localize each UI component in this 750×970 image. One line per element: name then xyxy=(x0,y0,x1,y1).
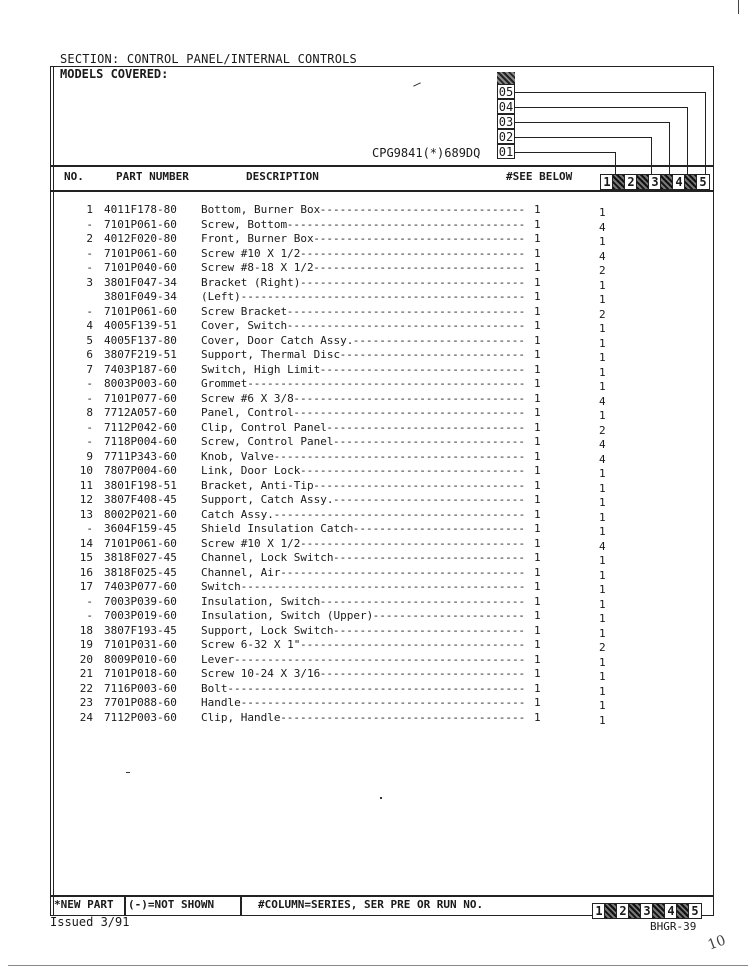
row-qty-column-2: 1 xyxy=(599,380,606,393)
row-description: Insulation, Switch xyxy=(201,594,321,608)
row-part-number: 3818F027-45 xyxy=(104,551,177,564)
row-dash-leader: ------------------------------------ xyxy=(286,319,526,332)
row-part-number: 4005F137-80 xyxy=(104,333,177,347)
row-qty-column-1: 1 xyxy=(534,362,541,376)
table-row xyxy=(0,508,750,522)
row-part-number: 7403P187-60 xyxy=(104,362,177,376)
row-description: Switch, High Limit xyxy=(201,362,321,376)
row-part-number: 7112P042-60 xyxy=(104,420,177,434)
row-item-number: - xyxy=(86,594,93,608)
row-description: Channel, Lock Switch xyxy=(201,551,334,564)
header-see-below: #SEE BELOW xyxy=(506,170,573,183)
model-name: CPG9841(*)689DQ xyxy=(372,146,481,160)
table-row xyxy=(0,392,750,406)
row-part-number: 7101P061-60 xyxy=(104,217,177,231)
row-qty-column-2: 1 xyxy=(599,351,606,364)
row-qty-column-2: 1 xyxy=(599,684,606,698)
row-qty-column-2: 1 xyxy=(599,655,606,669)
row-qty-column-2: 2 xyxy=(599,641,606,654)
row-qty-column-2: 1 xyxy=(599,206,606,219)
table-row xyxy=(0,682,750,696)
row-part-number: 8009P010-60 xyxy=(104,652,177,666)
row-item-number: - xyxy=(86,217,93,231)
row-qty-column-2: 2 xyxy=(599,264,606,277)
row-dash-leader: ----------------------------------- xyxy=(293,406,526,419)
row-item-number: - xyxy=(86,261,93,274)
footer-new-part: *NEW PART xyxy=(54,898,114,911)
row-dash-leader: ----------------------------- xyxy=(333,493,526,506)
row-description: Bottom, Burner Box xyxy=(201,203,321,216)
row-item-number: 24 xyxy=(79,710,93,724)
row-qty-column-2: 1 xyxy=(599,597,606,611)
row-part-number: 8003P003-60 xyxy=(104,377,177,390)
row-qty-column-2: 4 xyxy=(599,452,606,466)
row-dash-leader: ------------------------------- xyxy=(319,594,526,608)
section-title: SECTION: CONTROL PANEL/INTERNAL CONTROLS xyxy=(60,52,357,66)
row-part-number: 7116P003-60 xyxy=(104,681,177,695)
footer-column-note: #COLUMN=SERIES, SER PRE OR RUN NO. xyxy=(258,898,484,911)
row-qty-column-2: 1 xyxy=(599,554,606,567)
row-description: Screw #10 X 1/2 xyxy=(201,246,301,260)
row-part-number: 4005F139-51 xyxy=(104,319,177,332)
header-no: NO. xyxy=(64,170,84,183)
row-part-number: 7807P004-60 xyxy=(104,464,177,477)
row-qty-column-1: 1 xyxy=(534,507,541,521)
row-item-number: 9 xyxy=(86,449,93,463)
row-qty-column-2: 1 xyxy=(599,336,606,350)
table-row xyxy=(0,653,750,667)
table-row xyxy=(0,667,750,681)
row-item-number: 14 xyxy=(79,536,93,550)
row-item-number: 8 xyxy=(86,406,93,419)
table-row xyxy=(0,609,750,623)
table-row xyxy=(0,580,750,594)
row-description: Link, Door Lock xyxy=(201,464,301,477)
row-description: Switch xyxy=(201,580,241,593)
row-part-number: 3801F049-34 xyxy=(104,290,177,303)
row-qty-column-1: 1 xyxy=(534,449,541,463)
row-item-number: 2 xyxy=(86,232,93,245)
row-dash-leader: ------------------------------- xyxy=(319,667,526,680)
row-qty-column-1: 1 xyxy=(534,681,541,695)
model-series-01: 01 xyxy=(498,145,514,159)
row-qty-column-1: 1 xyxy=(534,536,541,550)
table-row xyxy=(0,261,750,275)
table-row xyxy=(0,218,750,232)
table-row xyxy=(0,551,750,565)
row-item-number: 18 xyxy=(79,623,93,637)
row-qty-column-2: 4 xyxy=(599,220,606,234)
footer-column-1: 1 xyxy=(592,903,606,919)
row-dash-leader: ------------------------------------ xyxy=(286,217,526,231)
row-qty-column-1: 1 xyxy=(534,493,541,506)
row-part-number: 7712A057-60 xyxy=(104,406,177,419)
row-qty-column-2: 1 xyxy=(599,481,606,495)
row-qty-column-1: 1 xyxy=(534,609,541,622)
row-description: Support, Lock Switch xyxy=(201,623,334,637)
row-description: Screw, Bottom xyxy=(201,217,288,231)
row-part-number: 3818F025-45 xyxy=(104,565,177,579)
row-qty-column-1: 1 xyxy=(534,696,541,709)
header-column-3: 3 xyxy=(648,174,662,190)
footer-column-2: 2 xyxy=(616,903,630,919)
row-part-number: 4011F178-80 xyxy=(104,203,177,216)
row-description: Screw, Control Panel xyxy=(201,435,334,448)
row-part-number: 7101P061-60 xyxy=(104,536,177,550)
row-qty-column-2: 1 xyxy=(599,496,606,509)
row-part-number: 7403P077-60 xyxy=(104,580,177,593)
row-qty-column-2: 1 xyxy=(599,583,606,596)
row-part-number: 7101P018-60 xyxy=(104,667,177,680)
row-description: Screw #8-18 X 1/2 xyxy=(201,261,314,274)
row-qty-column-1: 1 xyxy=(534,594,541,608)
row-item-number: 7 xyxy=(86,362,93,376)
row-qty-column-2: 1 xyxy=(599,365,606,379)
row-description: Shield Insulation Catch xyxy=(201,522,354,535)
row-part-number: 7118P004-60 xyxy=(104,435,177,448)
table-row xyxy=(0,435,750,449)
table-row xyxy=(0,377,750,391)
header-column-5: 5 xyxy=(696,174,710,190)
table-row xyxy=(0,348,750,362)
row-qty-column-2: 1 xyxy=(599,626,606,640)
row-qty-column-1: 1 xyxy=(534,377,541,390)
row-dash-leader: ------------------------------------- xyxy=(280,710,526,724)
row-part-number: 3807F408-45 xyxy=(104,493,177,506)
row-item-number: 11 xyxy=(79,478,93,492)
row-qty-column-1: 1 xyxy=(534,710,541,724)
table-row xyxy=(0,276,750,290)
row-qty-column-2: 1 xyxy=(599,612,606,625)
footer-divider xyxy=(124,895,126,915)
row-qty-column-2: 1 xyxy=(599,467,606,480)
scan-bottom-edge xyxy=(8,965,748,966)
row-qty-column-1: 1 xyxy=(534,217,541,231)
table-row xyxy=(0,464,750,478)
handwritten-mark: 10 xyxy=(705,932,729,954)
row-qty-column-2: 1 xyxy=(599,293,606,306)
row-dash-leader: ------------------------------- xyxy=(319,203,526,216)
row-description: Screw 10-24 X 3/16 xyxy=(201,667,321,680)
row-qty-column-2: 1 xyxy=(599,235,606,248)
row-item-number: 22 xyxy=(79,681,93,695)
row-item-number: 15 xyxy=(79,551,93,564)
row-description: Screw 6-32 X 1" xyxy=(201,638,301,651)
row-part-number: 7101P077-60 xyxy=(104,391,177,405)
header-column-4: 4 xyxy=(672,174,686,190)
table-row xyxy=(0,334,750,348)
row-part-number: 7112P003-60 xyxy=(104,710,177,724)
header-column-1: 1 xyxy=(600,174,614,190)
row-description: Lever xyxy=(201,652,235,666)
row-item-number: 6 xyxy=(86,348,93,361)
row-qty-column-1: 1 xyxy=(534,478,541,492)
row-item-number: 3 xyxy=(86,275,93,289)
row-item-number: 16 xyxy=(79,565,93,579)
row-dash-leader: ------------------------------- xyxy=(319,362,526,376)
footer-column-3: 3 xyxy=(640,903,654,919)
row-dash-leader: ------------------------------------ xyxy=(286,304,526,318)
row-part-number: 7101P061-60 xyxy=(104,304,177,318)
row-qty-column-2: 1 xyxy=(599,510,606,524)
row-description: Insulation, Switch (Upper) xyxy=(201,609,374,622)
row-dash-leader: ----------------------------- xyxy=(333,435,526,448)
row-qty-column-1: 1 xyxy=(534,623,541,637)
model-series-03: 03 xyxy=(498,115,514,129)
row-qty-column-1: 1 xyxy=(534,261,541,274)
header-column-2: 2 xyxy=(624,174,638,190)
row-description: Catch Assy. xyxy=(201,507,274,521)
row-qty-column-1: 1 xyxy=(534,565,541,579)
row-dash-leader: ------------------------------------- xyxy=(280,565,526,579)
row-qty-column-1: 1 xyxy=(534,275,541,289)
table-row xyxy=(0,624,750,638)
row-dash-leader: ----------------------- xyxy=(372,609,525,622)
row-dash-leader: ----------------------------- xyxy=(333,623,526,637)
row-dash-leader: ---------------------------- xyxy=(339,348,526,361)
row-description: Support, Thermal Disc xyxy=(201,348,341,361)
row-item-number: 17 xyxy=(79,580,93,593)
footer-column-4: 4 xyxy=(664,903,678,919)
row-qty-column-2: 1 xyxy=(599,322,606,335)
row-qty-column-2: 1 xyxy=(599,525,606,538)
row-qty-column-1: 1 xyxy=(534,652,541,666)
row-part-number: 3807F193-45 xyxy=(104,623,177,637)
row-description: Bracket, Anti-Tip xyxy=(201,478,314,492)
row-description: Grommet xyxy=(201,377,248,390)
row-qty-column-2: 4 xyxy=(599,249,606,263)
row-qty-column-1: 1 xyxy=(534,232,541,245)
row-item-number: - xyxy=(86,420,93,434)
row-item-number: 10 xyxy=(79,464,93,477)
row-dash-leader: -------------------------- xyxy=(352,333,525,347)
row-part-number: 7101P061-60 xyxy=(104,246,177,260)
row-item-number: 20 xyxy=(79,652,93,666)
row-qty-column-2: 1 xyxy=(599,713,606,727)
table-row xyxy=(0,638,750,652)
row-dash-leader: ------------------------------------------- xyxy=(240,580,526,593)
row-item-number: 13 xyxy=(79,507,93,521)
table-row xyxy=(0,696,750,710)
row-description: Knob, Valve xyxy=(201,449,274,463)
row-dash-leader: -------------------------------------- xyxy=(273,449,526,463)
row-item-number: - xyxy=(86,246,93,260)
model-series-02: 02 xyxy=(498,130,514,144)
row-item-number: - xyxy=(86,304,93,318)
row-part-number: 8002P021-60 xyxy=(104,507,177,521)
row-part-number: 7701P088-60 xyxy=(104,696,177,709)
row-dash-leader: -------------------------------- xyxy=(313,232,526,245)
row-description: Clip, Control Panel xyxy=(201,420,327,434)
row-description: Bolt xyxy=(201,681,228,695)
table-row xyxy=(0,232,750,246)
table-row xyxy=(0,305,750,319)
row-description: Panel, Control xyxy=(201,406,294,419)
row-item-number: 4 xyxy=(86,319,93,332)
row-item-number: 1 xyxy=(86,203,93,216)
row-item-number: 23 xyxy=(79,696,93,709)
row-dash-leader: -------------------------------------------- xyxy=(234,652,526,666)
row-qty-column-2: 4 xyxy=(599,438,606,451)
table-row xyxy=(0,363,750,377)
page-code: BHGR-39 xyxy=(650,920,697,933)
row-item-number: - xyxy=(86,377,93,390)
row-part-number: 7101P040-60 xyxy=(104,261,177,274)
row-qty-column-1: 1 xyxy=(534,638,541,651)
table-row xyxy=(0,566,750,580)
table-row xyxy=(0,203,750,217)
row-dash-leader: --------------------------------------------- xyxy=(227,681,526,695)
row-dash-leader: ------------------------------------------ xyxy=(247,377,526,390)
row-part-number: 3604F159-45 xyxy=(104,522,177,535)
row-dash-leader: ------------------------------ xyxy=(326,420,526,434)
row-qty-column-1: 1 xyxy=(534,406,541,419)
row-description: Front, Burner Box xyxy=(201,232,314,245)
table-row xyxy=(0,479,750,493)
row-part-number: 3807F219-51 xyxy=(104,348,177,361)
row-qty-column-2: 2 xyxy=(599,307,606,321)
row-item-number: - xyxy=(86,522,93,535)
row-dash-leader: ---------------------------------- xyxy=(300,638,526,651)
row-description: Cover, Door Catch Assy. xyxy=(201,333,354,347)
row-dash-leader: -------------------------- xyxy=(352,522,525,535)
row-description: Screw #6 X 3/8 xyxy=(201,391,294,405)
row-item-number: 19 xyxy=(79,638,93,651)
row-description: Screw Bracket xyxy=(201,304,288,318)
row-qty-column-1: 1 xyxy=(534,290,541,303)
table-row xyxy=(0,522,750,536)
row-qty-column-2: 1 xyxy=(599,670,606,683)
models-covered-label: MODELS COVERED: xyxy=(60,67,169,81)
row-part-number: 3801F198-51 xyxy=(104,478,177,492)
row-dash-leader: ---------------------------------- xyxy=(300,536,526,550)
footer-divider xyxy=(240,895,242,915)
row-qty-column-2: 2 xyxy=(599,423,606,437)
row-qty-column-1: 1 xyxy=(534,319,541,332)
row-description: Clip, Handle xyxy=(201,710,281,724)
row-dash-leader: ------------------------------------------- xyxy=(240,290,526,303)
table-row xyxy=(0,247,750,261)
issued-date: Issued 3/91 xyxy=(50,915,130,929)
row-qty-column-1: 1 xyxy=(534,304,541,318)
row-dash-leader: ------------------------------------------- xyxy=(240,696,526,709)
row-description: Cover, Switch xyxy=(201,319,288,332)
row-dash-leader: ----------------------------------- xyxy=(293,391,526,405)
header-part-number: PART NUMBER xyxy=(116,170,189,183)
row-dash-leader: -------------------------------------- xyxy=(273,507,526,521)
row-item-number: - xyxy=(86,609,93,622)
row-qty-column-1: 1 xyxy=(534,333,541,347)
footer-column-5: 5 xyxy=(688,903,702,919)
row-description: Bracket (Right) xyxy=(201,275,301,289)
row-part-number: 3801F047-34 xyxy=(104,275,177,289)
row-qty-column-1: 1 xyxy=(534,246,541,260)
table-row xyxy=(0,537,750,551)
row-dash-leader: -------------------------------- xyxy=(313,478,526,492)
table-row xyxy=(0,711,750,725)
row-dash-leader: ---------------------------------- xyxy=(300,246,526,260)
row-item-number: - xyxy=(86,391,93,405)
row-description: Channel, Air xyxy=(201,565,281,579)
row-description: Screw #10 X 1/2 xyxy=(201,536,301,550)
row-qty-column-1: 1 xyxy=(534,464,541,477)
row-qty-column-1: 1 xyxy=(534,667,541,680)
row-qty-column-1: 1 xyxy=(534,435,541,448)
row-qty-column-2: 1 xyxy=(599,568,606,582)
row-part-number: 7003P019-60 xyxy=(104,609,177,622)
row-dash-leader: ----------------------------- xyxy=(333,551,526,564)
row-item-number: 21 xyxy=(79,667,93,680)
row-description: Support, Catch Assy. xyxy=(201,493,334,506)
row-item-number: - xyxy=(86,435,93,448)
row-qty-column-1: 1 xyxy=(534,203,541,216)
row-qty-column-1: 1 xyxy=(534,580,541,593)
row-dash-leader: ---------------------------------- xyxy=(300,275,526,289)
row-part-number: 7003P039-60 xyxy=(104,594,177,608)
row-qty-column-1: 1 xyxy=(534,420,541,434)
row-qty-column-2: 1 xyxy=(599,278,606,292)
row-qty-column-2: 1 xyxy=(599,699,606,712)
row-part-number: 7101P031-60 xyxy=(104,638,177,651)
table-row xyxy=(0,450,750,464)
row-description: (Left) xyxy=(201,290,241,303)
table-row xyxy=(0,406,750,420)
model-series-05: 05 xyxy=(498,85,514,99)
row-qty-column-1: 1 xyxy=(534,391,541,405)
table-row xyxy=(0,290,750,304)
table-row xyxy=(0,595,750,609)
model-series-04: 04 xyxy=(498,100,514,114)
row-qty-column-1: 1 xyxy=(534,348,541,361)
row-dash-leader: ---------------------------------- xyxy=(300,464,526,477)
row-dash-leader: -------------------------------- xyxy=(313,261,526,274)
row-qty-column-2: 4 xyxy=(599,394,606,408)
row-description: Handle xyxy=(201,696,241,709)
header-description: DESCRIPTION xyxy=(246,170,319,183)
row-qty-column-1: 1 xyxy=(534,522,541,535)
table-row xyxy=(0,319,750,333)
table-row xyxy=(0,421,750,435)
row-part-number: 7711P343-60 xyxy=(104,449,177,463)
row-qty-column-2: 4 xyxy=(599,539,606,553)
footer-not-shown: (-)=NOT SHOWN xyxy=(128,898,215,911)
row-qty-column-2: 1 xyxy=(599,409,606,422)
row-part-number: 4012F020-80 xyxy=(104,232,177,245)
row-item-number: 12 xyxy=(79,493,93,506)
row-item-number: 5 xyxy=(86,333,93,347)
table-row xyxy=(0,493,750,507)
row-qty-column-1: 1 xyxy=(534,551,541,564)
